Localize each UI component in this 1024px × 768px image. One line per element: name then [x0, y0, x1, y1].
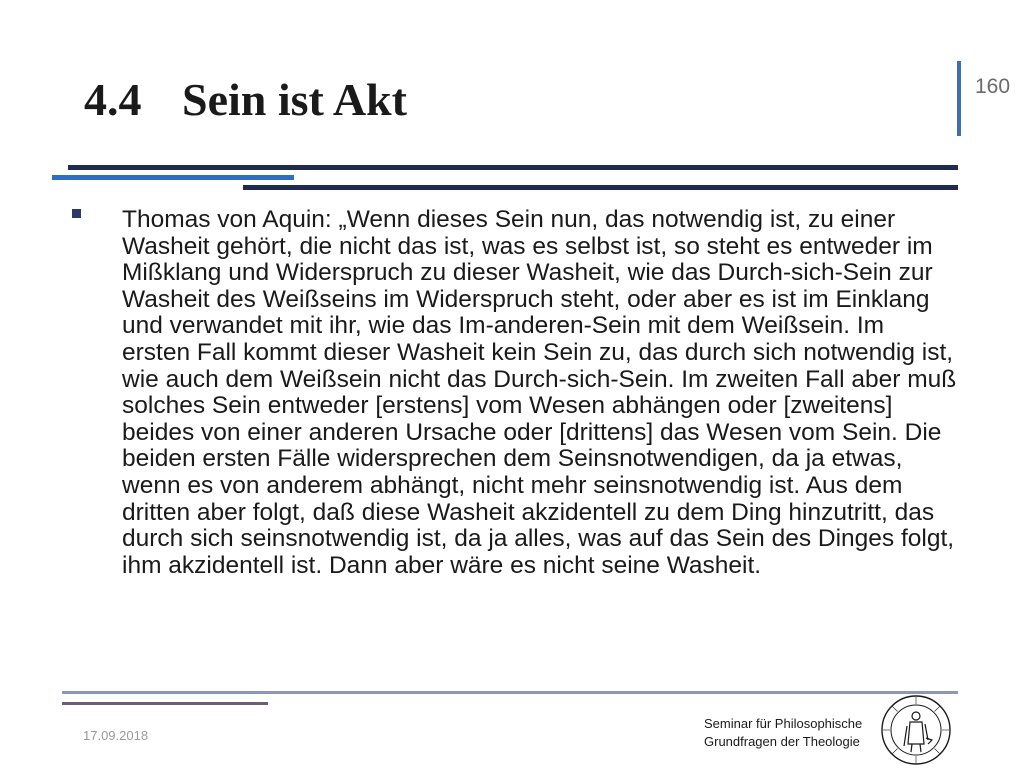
page-number-divider	[957, 61, 961, 136]
footer-date: 17.09.2018	[83, 728, 149, 743]
header-rule-dark	[68, 165, 958, 170]
seminar-line-2: Grundfragen der Theologie	[704, 734, 860, 749]
title-text: Sein ist Akt	[182, 74, 407, 125]
square-bullet-icon	[72, 209, 81, 218]
footer-rule-gray	[62, 691, 958, 694]
slide-title	[84, 72, 407, 128]
header-rule-blue	[52, 175, 294, 180]
university-seal-icon	[880, 694, 952, 766]
header-rule-dark-lower	[243, 185, 958, 190]
seminar-name	[704, 715, 879, 751]
footer-rule-purple	[62, 702, 268, 705]
body-paragraph: Thomas von Aquin: „Wenn dieses Sein nun, das notwendig ist, zu einer Washeit gehört, die nicht das ist, was es selbst ist, so steht es entweder im Mißklang und Widerspruch zu dieser Washeit, wie das Durch-sich-Sein zur Washeit des Weißseins im Widerspruch steht, oder aber es ist im Einklang und verwandet mit ihr, wie das Im-anderen-Sein mit dem Weißsein. Im ersten Fall kommt dieser Washeit kein Sein zu, das durch sich notwendig ist, wie auch dem Weißsein nicht das Durch-sich-Sein. Im zweiten Fall aber muß solches Sein entweder [erstens] vom Wesen abhängen oder [zweitens] beides von einer anderen Ursache oder [drittens] das Wesen vom Sein. Die beiden ersten Fälle widersprechen dem Seinsnotwendigen, da ja etwas, wenn es von anderem abhängt, nicht mehr seinsnotwendig ist. Aus dem dritten aber folgt, daß diese Washeit akzidentell zu dem Ding hinzutritt, das durch sich seinsnotwendig ist, da ja alles, was auf das Sein des Dinges folgt, ihm akzidentell ist. Dann aber wäre es nicht seine Washeit.	[122, 206, 957, 579]
section-number: 4.4	[84, 74, 142, 125]
page-number: 160	[975, 75, 1011, 98]
seminar-line-1: Seminar für Philosophische	[704, 716, 863, 731]
